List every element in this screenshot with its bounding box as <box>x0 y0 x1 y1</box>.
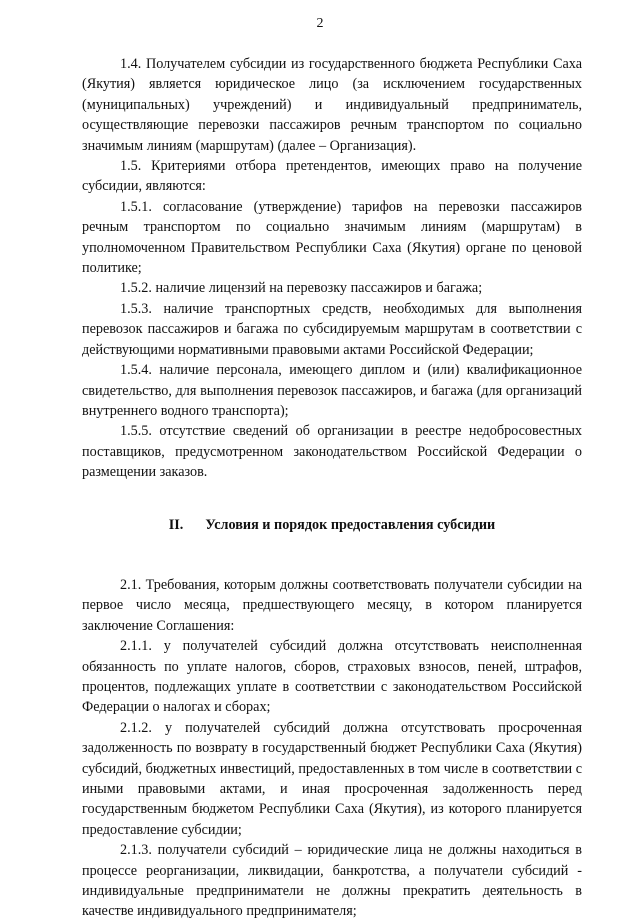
section-heading <box>82 515 582 535</box>
paragraph-1-5: 1.5. Критериями отбора претендентов, имеющих право на получение субсидии, являются: <box>82 158 582 195</box>
paragraph-2-1-1: 2.1.1. у получателей субсидий должна отсутствовать неисполненная обязанность по уплате налогов, сборов, страховых взносов, пеней, штрафов, процентов, подлежащих уплате в соответствии с законодательством Российской Федерации о налогах и сборах; <box>82 638 582 716</box>
paragraph-1-5-5: 1.5.5. отсутствие сведений об организации в реестре недобросовестных поставщиков, предусмотренном законодательством Российской Федерации о размещении заказов. <box>82 423 582 481</box>
section-title: Условия и порядок предоставления субсидии <box>205 516 496 533</box>
paragraph-2-1: 2.1. Требования, которым должны соответствовать получатели субсидии на первое число месяца, предшествующего месяцу, в котором планируется заключение Соглашения: <box>82 576 582 634</box>
paragraph-1-5-1: 1.5.1. согласование (утверждение) тарифов на перевозки пассажиров речным транспортом по социально значимым линиям (маршрутам) в уполномоченном Правительством Республики Саха (Якутия) органе по ценовой политике; <box>82 198 582 277</box>
section-number: II. <box>168 516 184 533</box>
paragraph-1-4: 1.4. Получателем субсидии из государственного бюджета Республики Саха (Якутия) является юридическое лицо (за исключением государственных (муниципальных) учреждений) и индивидуальный предприниматель, осуществляющие перевозки пассажиров речным транспортом по социально значимым линиям (маршрутам) (далее – Организация). <box>82 56 582 154</box>
paragraph-2-1-3: 2.1.3. получатели субсидий – юридические лица не должны находиться в процессе реорганизации, ликвидации, банкротства, а получатели субсидий - индивидуальные предприниматели не должны прекратить деятельность в качестве индивидуального предпринимателя; <box>82 842 582 920</box>
page-number: 2 <box>316 16 324 31</box>
paragraph-1-5-2: 1.5.2. наличие лицензий на перевозку пассажиров и багажа; <box>120 280 483 297</box>
paragraph-1-5-4: 1.5.4. наличие персонала, имеющего диплом и (или) квалификационное свидетельство, для выполнения перевозок пассажиров, и багажа (для организаций внутреннего водного транспорта); <box>82 362 582 419</box>
document-body <box>82 54 582 922</box>
paragraph-1-5-3: 1.5.3. наличие транспортных средств, необходимых для выполнения перевозок пассажиров и багажа по субсидируемым маршрутам в соответствии с действующими нормативными правовыми актами Российской Федерации; <box>82 300 582 358</box>
paragraph-2-1-2: 2.1.2. у получателей субсидий должна отсутствовать просроченная задолженность по возврату в государственный бюджет Республики Саха (Якутия) субсидий, бюджетных инвестиций, предоставленных в том числе в соответствии с иными правовыми актами, и иная просроченная задолженность перед государственным бюджетом Республики Саха (Якутия), из которого планируется предоставление субсидии; <box>82 719 582 838</box>
